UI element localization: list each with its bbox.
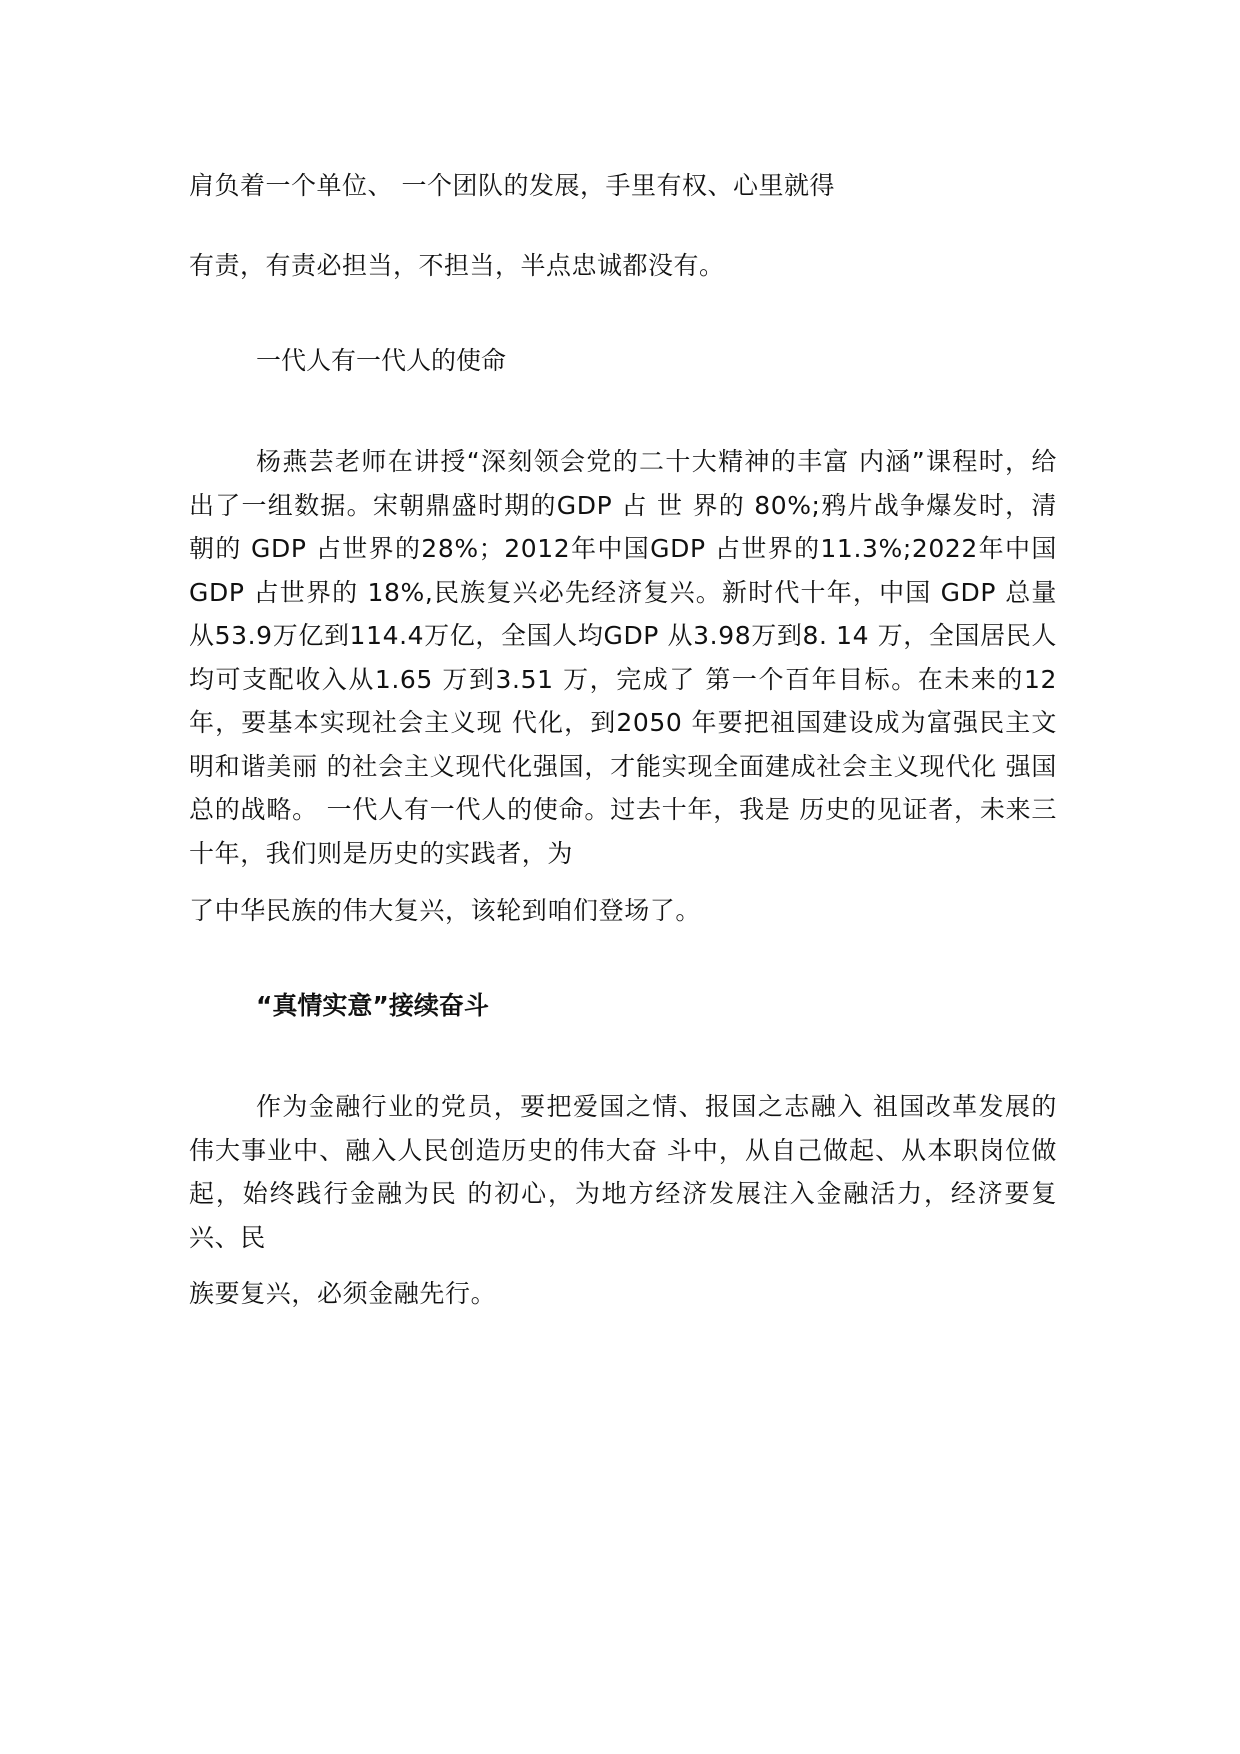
section-paragraph-mission: 杨燕芸老师在讲授“深刻领会党的二十大精神的丰富 内涵”课程时，给出了一组数据。宋朝鼎盛时期的GDP 占 世 界的 80%;鸦片战争爆发时，清朝的 GDP 占世界的28%；2012年中国GDP 占世界的11.3%;2022年中国GDP 占世界的 18%,民族复兴必先经济复兴。新时代十年，中国 GDP 总量 从53.9万亿到114.4万亿，全国人均GDP 从3.98万到8. 14 万，全国居民人均可支配收入从1.65 万到3.51 万，完成了 第一个百年目标。在未来的12年，要基本实现社会主义现 代化，到2050 年要把祖国建设成为富强民主文明和谐美丽 的社会主义现代化强国，才能实现全面建成社会主义现代化 强国总的战略。 一代人有一代人的使命。过去十年，我是 历史的见证者，未来三十年，我们则是历史的实践者，为 xyxy=(189,447,1057,868)
fragment-line-1: 肩负着一个单位、 一个团队的发展，手里有权、心里就得 xyxy=(189,171,835,200)
section-paragraph-struggle-tail: 族要复兴，必须金融先行。 xyxy=(189,1279,497,1308)
section-paragraph-mission-tail: 了中华民族的伟大复兴，该轮到咱们登场了。 xyxy=(189,896,702,925)
fragment-line-2: 有责，有责必担当，不担当，半点忠诚都没有。 xyxy=(189,251,725,280)
section-heading-struggle: “真情实意”接续奋斗 xyxy=(256,991,489,1020)
section-paragraph-struggle: 作为金融行业的党员，要把爱国之情、报国之志融入 祖国改革发展的伟大事业中、融入人民创造历史的伟大奋 斗中，从自己做起、从本职岗位做起，始终践行金融为民 的初心，为地方经济发展注入金融活力，经济要复兴、民 xyxy=(189,1092,1057,1252)
section-heading-mission: 一代人有一代人的使命 xyxy=(256,346,507,375)
